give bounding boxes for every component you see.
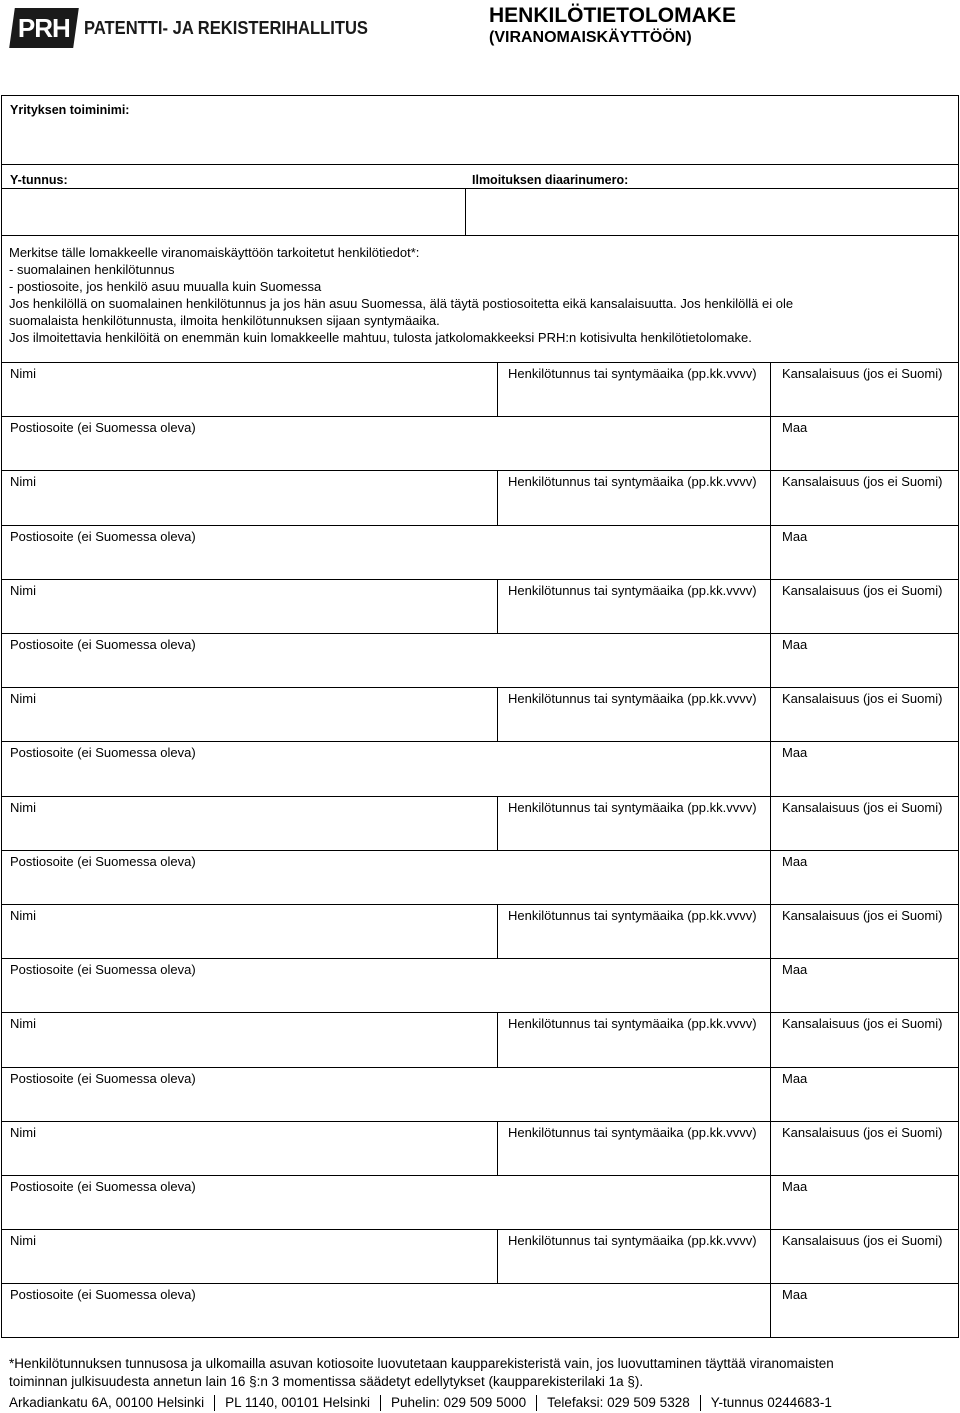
person-citizenship-label: Kansalaisuus (jos ei Suomi) [782, 366, 943, 381]
person-citizenship-field[interactable] [770, 362, 959, 416]
divider [770, 579, 771, 687]
person-id-label: Henkilötunnus tai syntymäaika (pp.kk.vvvv) [508, 474, 757, 490]
person-citizenship-label: Kansalaisuus (jos ei Suomi) [782, 1233, 943, 1249]
person-address-label: Postiosoite (ei Suomessa oleva) [10, 962, 196, 978]
person-id-field[interactable] [497, 1121, 770, 1175]
person-country-label: Maa [782, 1287, 808, 1303]
person-id-label: Henkilötunnus tai syntymäaika (pp.kk.vvvv) [508, 582, 757, 598]
document-subtitle: (VIRANOMAISKÄYTTÖÖN) [489, 29, 692, 46]
person-country-label: Maa [782, 853, 808, 869]
person-citizenship-label: Kansalaisuus (jos ei Suomi) [782, 691, 943, 707]
person-name-label: Nimi [10, 474, 36, 490]
instruction-line: - postiosoite, jos henkilö asuu muualla kuin Suomessa [9, 279, 322, 294]
person-citizenship-label: Kansalaisuus (jos ei Suomi) [782, 474, 943, 490]
person-address-field[interactable] [1, 1067, 770, 1121]
footnote [9, 1355, 954, 1391]
person-address-field[interactable] [1, 525, 770, 579]
person-citizenship-field[interactable] [770, 579, 959, 633]
person-address-label: Postiosoite (ei Suomessa oleva) [10, 1070, 196, 1086]
divider [770, 470, 771, 578]
fax-number: Telefaksi: 029 509 5328 [547, 1395, 690, 1410]
person-country-label: Maa [782, 528, 808, 544]
person-citizenship-field[interactable] [770, 470, 959, 524]
divider [2, 164, 958, 165]
person-id-label: Henkilötunnus tai syntymäaika (pp.kk.vvvv) [508, 908, 757, 923]
diary-number-label: Ilmoituksen diaarinumero: [472, 173, 629, 187]
prh-logo [12, 6, 393, 50]
instruction-line: Jos henkilöllä on suomalainen henkilötunnus ja jos hän asuu Suomessa, älä täytä postiosoitetta eikä kansalaisuutta. Jos henkilöllä ei ole [9, 296, 794, 311]
person-id-label: Henkilötunnus tai syntymäaika (pp.kk.vvvv) [508, 366, 757, 381]
person-id-field[interactable] [497, 362, 770, 416]
person-country-label: Maa [782, 637, 808, 652]
person-name-label: Nimi [10, 366, 36, 381]
prh-logo-mark [9, 8, 79, 48]
person-id-label: Henkilötunnus tai syntymäaika (pp.kk.vvvv) [508, 1124, 757, 1140]
person-address-label: Postiosoite (ei Suomessa oleva) [10, 528, 196, 544]
instruction-line: - suomalainen henkilötunnus [9, 262, 175, 277]
person-country-label: Maa [782, 1179, 808, 1194]
person-citizenship-label: Kansalaisuus (jos ei Suomi) [782, 1124, 943, 1140]
person-citizenship-label: Kansalaisuus (jos ei Suomi) [782, 799, 943, 815]
person-citizenship-label: Kansalaisuus (jos ei Suomi) [782, 1016, 943, 1032]
divider [497, 579, 498, 633]
person-address-field[interactable] [1, 850, 770, 904]
person-country-field[interactable] [770, 1175, 959, 1229]
person-country-label: Maa [782, 1070, 808, 1086]
person-id-label: Henkilötunnus tai syntymäaika (pp.kk.vvvv) [508, 799, 757, 815]
person-name-field[interactable] [1, 796, 497, 850]
divider [770, 362, 771, 470]
divider [770, 687, 771, 795]
person-id-field[interactable] [497, 1012, 770, 1066]
divider [497, 1229, 498, 1283]
ytunnus-field[interactable] [2, 189, 464, 235]
person-name-label: Nimi [10, 799, 36, 815]
person-citizenship-field[interactable] [770, 904, 959, 958]
person-country-field[interactable] [770, 416, 959, 470]
person-address-label: Postiosoite (ei Suomessa oleva) [10, 745, 196, 761]
person-id-field[interactable] [497, 1229, 770, 1283]
phone-number: Puhelin: 029 509 5000 [390, 1395, 527, 1410]
person-country-label: Maa [782, 962, 808, 978]
person-id-field[interactable] [497, 579, 770, 633]
diary-number-field[interactable] [466, 189, 958, 235]
person-id-label: Henkilötunnus tai syntymäaika (pp.kk.vvvv) [508, 1233, 757, 1249]
person-name-field[interactable] [1, 362, 497, 416]
address-po-box: PL 1140, 00101 Helsinki [225, 1395, 370, 1410]
person-address-field[interactable] [1, 741, 770, 795]
person-country-field[interactable] [770, 1283, 959, 1337]
business-id: Y-tunnus 0244683-1 [710, 1395, 832, 1410]
person-address-field[interactable] [1, 633, 770, 687]
divider [770, 904, 771, 1012]
person-address-label: Postiosoite (ei Suomessa oleva) [10, 420, 196, 436]
ytunnus-label: Y-tunnus: [10, 173, 68, 187]
person-id-field[interactable] [497, 687, 770, 741]
divider [497, 904, 498, 958]
instruction-line: Merkitse tälle lomakkeelle viranomaiskäyttöön tarkoitetut henkilötiedot*: [9, 245, 420, 260]
contact-info [9, 1394, 832, 1412]
person-citizenship-label: Kansalaisuus (jos ei Suomi) [782, 582, 943, 598]
person-country-field[interactable] [770, 741, 959, 795]
person-id-label: Henkilötunnus tai syntymäaika (pp.kk.vvvv) [508, 1016, 757, 1032]
person-address-label: Postiosoite (ei Suomessa oleva) [10, 853, 196, 869]
instructions [9, 244, 954, 346]
person-name-label: Nimi [10, 691, 36, 707]
person-citizenship-label: Kansalaisuus (jos ei Suomi) [782, 908, 943, 923]
person-country-field[interactable] [770, 958, 959, 1012]
separator [380, 1395, 381, 1411]
separator [536, 1395, 537, 1411]
person-name-field[interactable] [1, 687, 497, 741]
person-address-label: Postiosoite (ei Suomessa oleva) [10, 1179, 196, 1194]
person-country-field[interactable] [770, 850, 959, 904]
person-citizenship-field[interactable] [770, 1229, 959, 1283]
divider [770, 1012, 771, 1120]
address-street: Arkadiankatu 6A, 00100 Helsinki [9, 1395, 205, 1410]
footnote-line: *Henkilötunnuksen tunnusosa ja ulkomailla asuvan kotiosoite luovutetaan kaupparekisteristä vain, jos luovuttaminen täyttää viranomaisten [9, 1356, 834, 1371]
person-country-field[interactable] [770, 1067, 959, 1121]
divider [497, 470, 498, 524]
person-citizenship-field[interactable] [770, 1121, 959, 1175]
divider [770, 1229, 771, 1337]
footnote-line: toiminnan julkisuudesta annetun lain 16 §:n 3 momentissa säädetyt edellytykset (kaupparekisterilaki 1a §). [9, 1374, 644, 1389]
person-country-field[interactable] [770, 525, 959, 579]
person-name-label: Nimi [10, 1016, 36, 1032]
person-address-label: Postiosoite (ei Suomessa oleva) [10, 1287, 196, 1303]
person-citizenship-field[interactable] [770, 796, 959, 850]
divider [497, 1012, 498, 1066]
person-address-field[interactable] [1, 416, 770, 470]
separator [700, 1395, 701, 1411]
person-name-field[interactable] [1, 1012, 497, 1066]
person-address-label: Postiosoite (ei Suomessa oleva) [10, 637, 196, 652]
person-id-field[interactable] [497, 470, 770, 524]
divider [2, 235, 958, 236]
person-id-field[interactable] [497, 904, 770, 958]
divider [770, 796, 771, 904]
person-address-field[interactable] [1, 1175, 770, 1229]
instruction-line: suomalaista henkilötunnusta, ilmoita henkilötunnuksen sijaan syntymäaika. [9, 313, 440, 328]
separator [214, 1395, 215, 1411]
person-country-label: Maa [782, 420, 808, 436]
instruction-line: Jos ilmoitettavia henkilöitä on enemmän kuin lomakkeelle mahtuu, tulosta jatkolomakkeeksi PRH:n kotisivulta henkilötietolomake. [9, 330, 752, 345]
person-name-field[interactable] [1, 904, 497, 958]
person-address-field[interactable] [1, 958, 770, 1012]
company-name-field[interactable] [2, 118, 958, 164]
divider [497, 796, 498, 850]
logo-mark-text: PRH [18, 12, 70, 43]
person-name-label: Nimi [10, 908, 36, 923]
person-address-field[interactable] [1, 1283, 770, 1337]
logo-text: PATENTTI- JA REKISTERIHALLITUS [84, 17, 368, 38]
person-name-label: Nimi [10, 1233, 36, 1249]
person-name-label: Nimi [10, 582, 36, 598]
company-name-label: Yrityksen toiminimi: [10, 103, 130, 117]
person-citizenship-field[interactable] [770, 1012, 959, 1066]
person-name-field[interactable] [1, 1121, 497, 1175]
person-name-field[interactable] [1, 579, 497, 633]
person-name-label: Nimi [10, 1124, 36, 1140]
person-name-field[interactable] [1, 470, 497, 524]
person-country-label: Maa [782, 745, 808, 761]
divider [497, 687, 498, 741]
document-title: HENKILÖTIETOLOMAKE [489, 4, 736, 27]
person-id-field[interactable] [497, 796, 770, 850]
person-citizenship-field[interactable] [770, 687, 959, 741]
person-id-label: Henkilötunnus tai syntymäaika (pp.kk.vvvv) [508, 691, 757, 707]
divider [497, 362, 498, 416]
divider [497, 1121, 498, 1175]
person-country-field[interactable] [770, 633, 959, 687]
person-name-field[interactable] [1, 1229, 497, 1283]
divider [770, 1121, 771, 1229]
